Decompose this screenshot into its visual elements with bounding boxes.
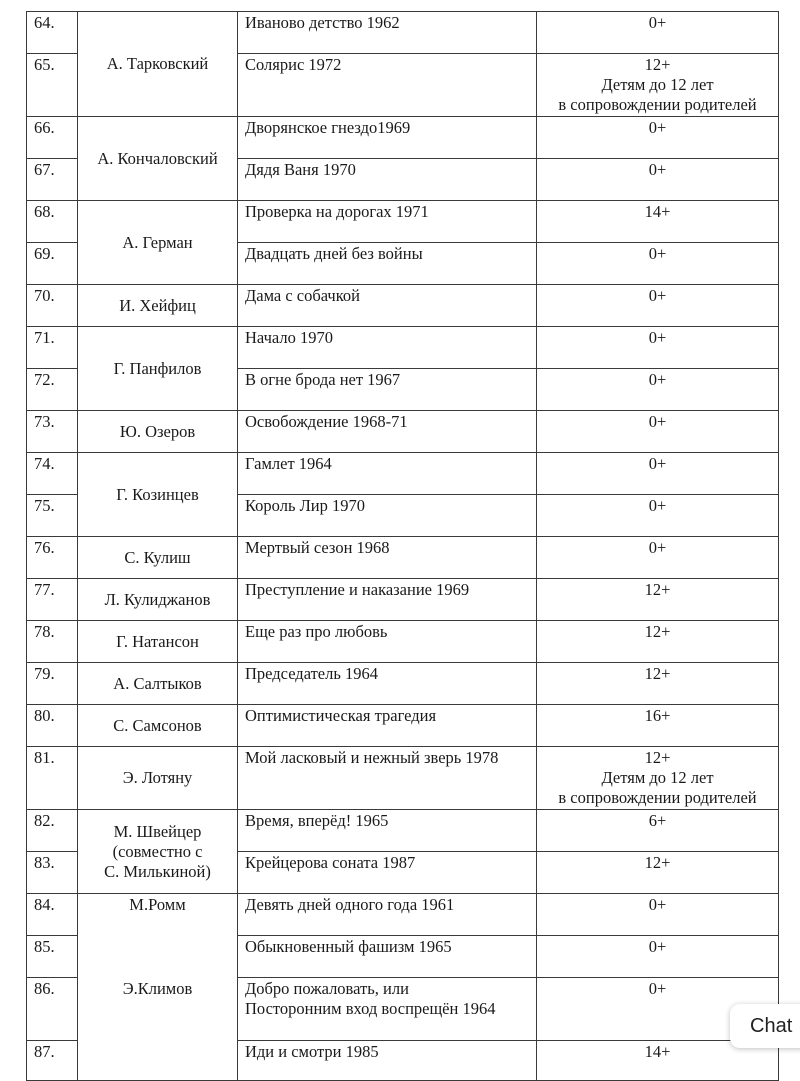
- film-title: Время, вперёд! 1965: [238, 810, 537, 852]
- age-rating: [537, 579, 779, 621]
- film-title: Мой ласковый и нежный зверь 1978: [238, 747, 537, 810]
- director-cell: [78, 285, 238, 327]
- film-title: Гамлет 1964: [238, 453, 537, 495]
- age-rating: [537, 453, 779, 495]
- director-name: Л. Кулиджанов: [104, 589, 211, 609]
- age-rating-value: 0+: [648, 286, 667, 305]
- director-name: А. Тарковский: [106, 54, 209, 73]
- age-rating: [537, 285, 779, 327]
- table-row: [27, 411, 779, 453]
- row-number: 66.: [27, 117, 78, 159]
- row-number: 65.: [27, 54, 78, 117]
- table-row: [27, 117, 779, 159]
- age-rating: [537, 12, 779, 54]
- film-title: Иди и смотри 1985: [238, 1041, 537, 1081]
- film-title: Король Лир 1970: [238, 495, 537, 537]
- film-title: Начало 1970: [238, 327, 537, 369]
- age-rating-value: 12+: [644, 853, 671, 872]
- film-title: Девять дней одного года 1961: [238, 894, 537, 936]
- director-cell: [78, 12, 238, 117]
- age-rating-value: 0+: [648, 538, 667, 557]
- director-cell: [78, 747, 238, 810]
- row-number: 79.: [27, 663, 78, 705]
- age-rating: [537, 537, 779, 579]
- age-rating: [537, 327, 779, 369]
- film-title: Дама с собачкой: [238, 285, 537, 327]
- row-number: 84.: [27, 894, 78, 936]
- table-row: [27, 894, 779, 936]
- director-name: А. Кончаловский: [97, 148, 218, 168]
- row-number: 67.: [27, 159, 78, 201]
- table-row: [27, 747, 779, 810]
- film-title: Иваново детство 1962: [238, 12, 537, 54]
- film-title-line: Добро пожаловать, или: [245, 979, 409, 998]
- age-rating-value: 0+: [648, 412, 667, 431]
- age-rating-note: в сопровождении родителей: [558, 95, 757, 114]
- film-title: Крейцерова соната 1987: [238, 852, 537, 894]
- table-row: [27, 621, 779, 663]
- film-title: Мертвый сезон 1968: [238, 537, 537, 579]
- director-cell: [78, 663, 238, 705]
- row-number: 77.: [27, 579, 78, 621]
- director-name: А. Салтыков: [113, 673, 202, 693]
- age-rating-value: 12+: [644, 748, 671, 767]
- director-name: Э.Климов: [122, 978, 193, 998]
- age-rating-note: в сопровождении родителей: [558, 788, 757, 807]
- row-number: 72.: [27, 369, 78, 411]
- age-rating: [537, 747, 779, 810]
- films-table: [26, 11, 779, 1081]
- director-name: С. Кулиш: [124, 547, 191, 567]
- director-name: С. Милькиной): [104, 861, 211, 881]
- age-rating-value: 12+: [644, 664, 671, 683]
- film-title: Проверка на дорогах 1971: [238, 201, 537, 243]
- director-name: И. Хейфиц: [119, 295, 196, 315]
- age-rating-value: 0+: [648, 454, 667, 473]
- director-cell: [78, 327, 238, 411]
- films-table-body: [27, 12, 779, 1081]
- table-row: [27, 978, 779, 1041]
- age-rating-value: 0+: [648, 937, 667, 956]
- table-row: [27, 201, 779, 243]
- director-cell: [78, 411, 238, 453]
- age-rating-value: 12+: [644, 580, 671, 599]
- film-title: Председатель 1964: [238, 663, 537, 705]
- table-row: [27, 327, 779, 369]
- director-name: Э. Лотяну: [122, 768, 193, 787]
- age-rating: [537, 705, 779, 747]
- film-title: Преступление и наказание 1969: [238, 579, 537, 621]
- director-cell: [78, 705, 238, 747]
- age-rating-value: 0+: [648, 244, 667, 263]
- age-rating-value: 0+: [648, 160, 667, 179]
- age-rating-value: 0+: [648, 370, 667, 389]
- row-number: 69.: [27, 243, 78, 285]
- film-title: Двадцать дней без войны: [238, 243, 537, 285]
- row-number: 73.: [27, 411, 78, 453]
- table-row: [27, 537, 779, 579]
- film-title: Обыкновенный фашизм 1965: [238, 936, 537, 978]
- director-name: Г. Панфилов: [113, 358, 202, 378]
- film-title: Дворянское гнездо1969: [238, 117, 537, 159]
- age-rating-value: 14+: [644, 1042, 671, 1061]
- director-name: Ю. Озеров: [119, 421, 196, 441]
- film-title: Солярис 1972: [238, 54, 537, 117]
- age-rating-value: 0+: [648, 13, 667, 32]
- director-cell: [78, 978, 238, 1081]
- age-rating-value: 12+: [644, 622, 671, 641]
- age-rating: [537, 54, 779, 117]
- age-rating: [537, 117, 779, 159]
- director-cell: [78, 579, 238, 621]
- age-rating: [537, 810, 779, 852]
- age-rating: [537, 411, 779, 453]
- director-name: С. Самсонов: [113, 715, 202, 735]
- table-row: [27, 579, 779, 621]
- table-row: [27, 810, 779, 852]
- age-rating-value: 0+: [648, 328, 667, 347]
- chat-button[interactable]: [730, 1004, 800, 1048]
- film-title: Оптимистическая трагедия: [238, 705, 537, 747]
- row-number: 64.: [27, 12, 78, 54]
- age-rating-value: 0+: [648, 496, 667, 515]
- row-number: 68.: [27, 201, 78, 243]
- age-rating-value: 12+: [644, 55, 671, 74]
- director-cell: [78, 537, 238, 579]
- row-number: 83.: [27, 852, 78, 894]
- age-rating: [537, 495, 779, 537]
- row-number: 75.: [27, 495, 78, 537]
- chat-label: Chat: [750, 1014, 793, 1037]
- age-rating: [537, 243, 779, 285]
- director-cell: [78, 894, 238, 978]
- row-number: 82.: [27, 810, 78, 852]
- age-rating: [537, 201, 779, 243]
- row-number: 78.: [27, 621, 78, 663]
- director-cell: [78, 201, 238, 285]
- table-row: [27, 12, 779, 54]
- table-row: [27, 705, 779, 747]
- director-name: Г. Натансон: [116, 631, 199, 651]
- film-title: [238, 978, 537, 1041]
- age-rating-value: 0+: [648, 895, 667, 914]
- director-name: (совместно с: [112, 841, 203, 861]
- age-rating: [537, 369, 779, 411]
- age-rating-value: 16+: [644, 706, 671, 725]
- film-title-line: Посторонним вход воспрещён 1964: [245, 999, 496, 1018]
- row-number: 81.: [27, 747, 78, 810]
- age-rating: [537, 663, 779, 705]
- age-rating: [537, 621, 779, 663]
- age-rating: [537, 852, 779, 894]
- director-name: М. Швейцер: [113, 821, 202, 841]
- film-title: Еще раз про любовь: [238, 621, 537, 663]
- row-number: 76.: [27, 537, 78, 579]
- row-number: 86.: [27, 978, 78, 1041]
- table-row: [27, 285, 779, 327]
- age-rating-value: 0+: [648, 979, 667, 998]
- film-title: Дядя Ваня 1970: [238, 159, 537, 201]
- director-cell: [78, 810, 238, 894]
- age-rating-value: 0+: [648, 118, 667, 137]
- row-number: 80.: [27, 705, 78, 747]
- age-rating-note: Детям до 12 лет: [601, 768, 714, 787]
- age-rating-value: 14+: [644, 202, 671, 221]
- table-row: [27, 663, 779, 705]
- row-number: 85.: [27, 936, 78, 978]
- director-cell: [78, 453, 238, 537]
- age-rating-note: Детям до 12 лет: [601, 75, 714, 94]
- director-cell: [78, 621, 238, 663]
- age-rating: [537, 894, 779, 936]
- row-number: 71.: [27, 327, 78, 369]
- row-number: 70.: [27, 285, 78, 327]
- director-name: А. Герман: [122, 232, 193, 252]
- film-title: В огне брода нет 1967: [238, 369, 537, 411]
- row-number: 74.: [27, 453, 78, 495]
- film-title: Освобождение 1968-71: [238, 411, 537, 453]
- director-name: Г. Козинцев: [116, 484, 199, 504]
- age-rating-value: 6+: [648, 811, 667, 830]
- table-row: [27, 453, 779, 495]
- director-cell: [78, 117, 238, 201]
- row-number: 87.: [27, 1041, 78, 1081]
- age-rating: [537, 936, 779, 978]
- age-rating: [537, 159, 779, 201]
- director-name: М.Ромм: [129, 895, 186, 914]
